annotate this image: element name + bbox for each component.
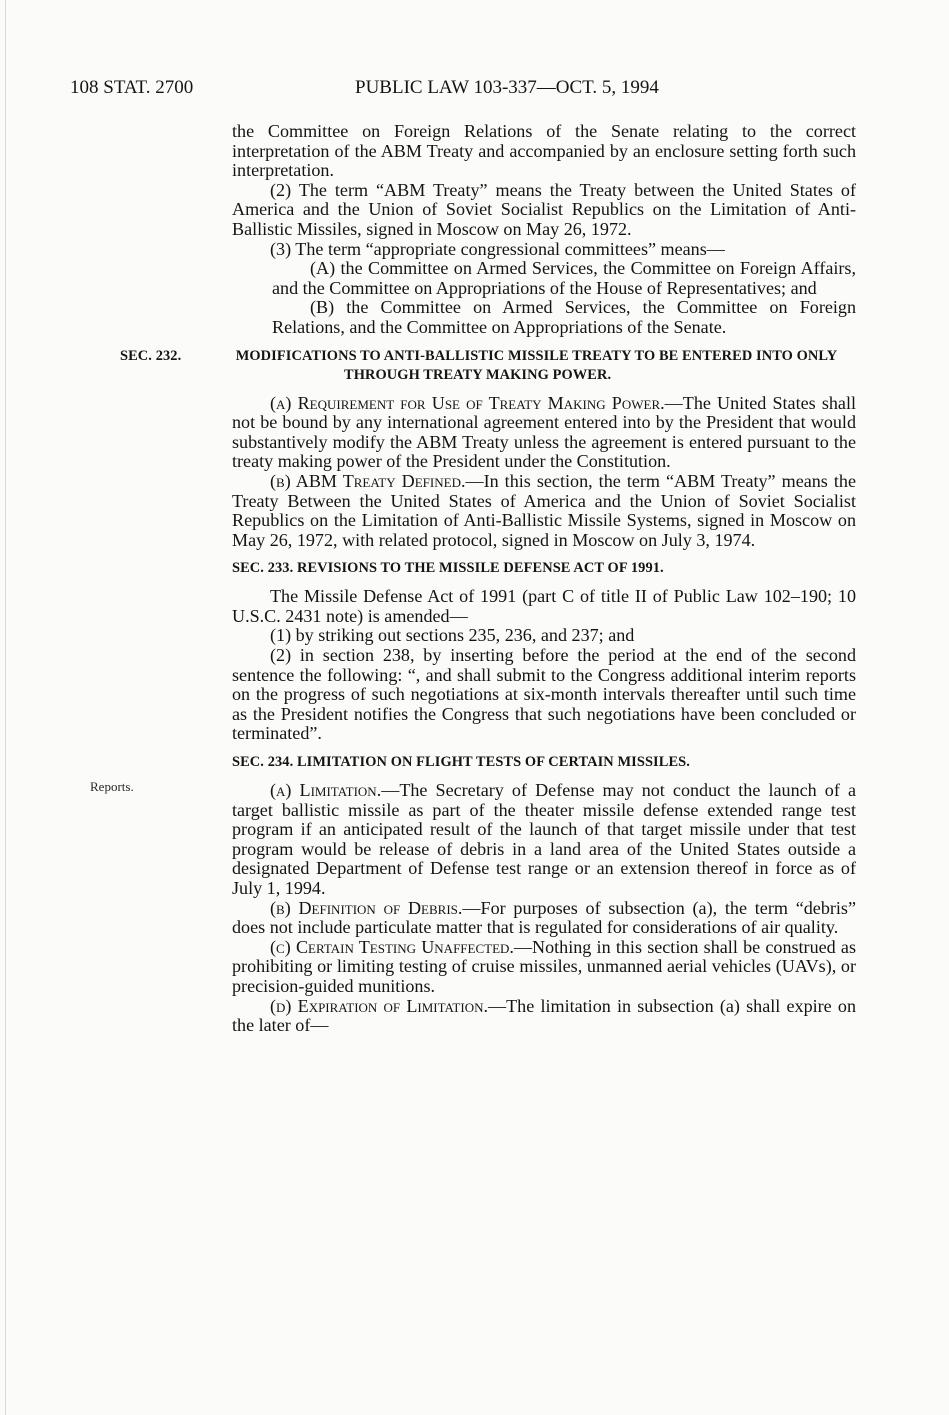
paragraph [232,781,856,899]
section-heading-233: SEC. 233. REVISIONS TO THE MISSILE DEFENSE ACT OF 1991. [232,560,664,577]
subsection-text: —The Secretary of Defense may not conduct the launch of a target ballistic missile as part of the theater missile defense extended range test program if an anticipated result of the launch of that target missile under that test program would be release of debris in a land area of the United States outside a designated Department of Defense test range or an extension thereof in force as of July 1, 1994. [232,780,856,898]
subparagraph: (B) the Committee on Armed Services, the Committee on Foreign Relations, and the Committee on Appropriations of the Senate. [272,297,856,337]
section-heading-234: SEC. 234. LIMITATION ON FLIGHT TESTS OF CERTAIN MISSILES. [232,754,690,771]
scan-edge-line [5,0,6,1415]
subsection-label: (c) Certain Testing Unaffected. [270,936,514,957]
paragraph [232,472,856,550]
paragraph: The Missile Defense Act of 1991 (part C of title II of Public Law 102–190; 10 U.S.C. 2431 note) is amended— [232,586,856,626]
paragraph: (2) in section 238, by inserting before the period at the end of the second sentence the following: “, and shall submit to the Congress additional interim reports on the progress of such negotiations at six-month intervals thereafter until such time as the President notifies the Congress that such negotiations have been concluded or terminated”. [232,645,856,744]
subsection-label: (a) Limitation. [270,780,382,801]
stat-page-number: 108 STAT. 2700 [70,77,194,98]
subsection-label: (b) ABM Treaty Defined. [270,470,466,491]
section-title: MODIFICATIONS TO ANTI-BALLISTIC MISSILE TREATY TO BE ENTERED INTO ONLY THROUGH TREATY MAKING POWER. [235,347,837,383]
subsection-text: —For purposes of subsection (a), the term “debris” does not include particulate matter that is regulated for considerations of air quality. [232,897,856,938]
paragraph: (2) The term “ABM Treaty” means the Treaty between the United States of America and the Union of Soviet Socialist Republics on the Limitation of Anti-Ballistic Missiles, signed in Moscow on May 26, 1972. [232,179,856,239]
running-header: PUBLIC LAW 103-337—OCT. 5, 1994 [355,77,659,98]
body-text [120,121,857,1036]
margin-note: Reports. [90,779,134,794]
subsection-label: (a) Requirement for Use of Treaty Making Power. [270,392,665,413]
subparagraph: (A) the Committee on Armed Services, the Committee on Foreign Affairs, and the Committee on Appropriations of the House of Representatives; and [272,258,856,298]
paragraph [232,899,856,938]
paragraph: (1) by striking out sections 235, 236, and 237; and [270,625,635,646]
paragraph [232,394,856,472]
subsection-label: (d) Expiration of Limitation. [270,995,489,1016]
subsection-text: —In this section, the term “ABM Treaty” means the Treaty Between the United States of America and the Union of Soviet Socialist Republics on the Limitation of Anti-Ballistic Missile Systems, signed in Moscow on May 26, 1972, with related protocol, signed in Moscow on July 3, 1974. [232,470,856,550]
paragraph: (3) The term “appropriate congressional committees” means— [270,238,725,259]
subsection-text: —Nothing in this section shall be construed as prohibiting or limiting testing of cruise missiles, unmanned aerial vehicles (UAVs), or precision-guided munitions. [232,936,856,996]
subsection-label: (b) Definition of Debris. [270,897,463,918]
section-heading-232: SEC. 232. MODIFICATIONS TO ANTI-BALLISTIC MISSILE TREATY TO BE ENTERED INTO ONLY THROUGH TREATY MAKING POWER. [120,347,837,383]
paragraph [232,997,856,1036]
subsection-text: —The limitation in subsection (a) shall expire on the later of— [232,995,857,1036]
paragraph: the Committee on Foreign Relations of the Senate relating to the correct interpretation of the ABM Treaty and accompanied by an enclosure setting forth such interpretation. [232,121,856,181]
paragraph [232,938,856,997]
subsection-text: —The United States shall not be bound by any international agreement entered into by the President that would substantively modify the ABM Treaty unless the agreement is entered pursuant to the treaty making power of the President under the Constitution. [232,392,856,472]
